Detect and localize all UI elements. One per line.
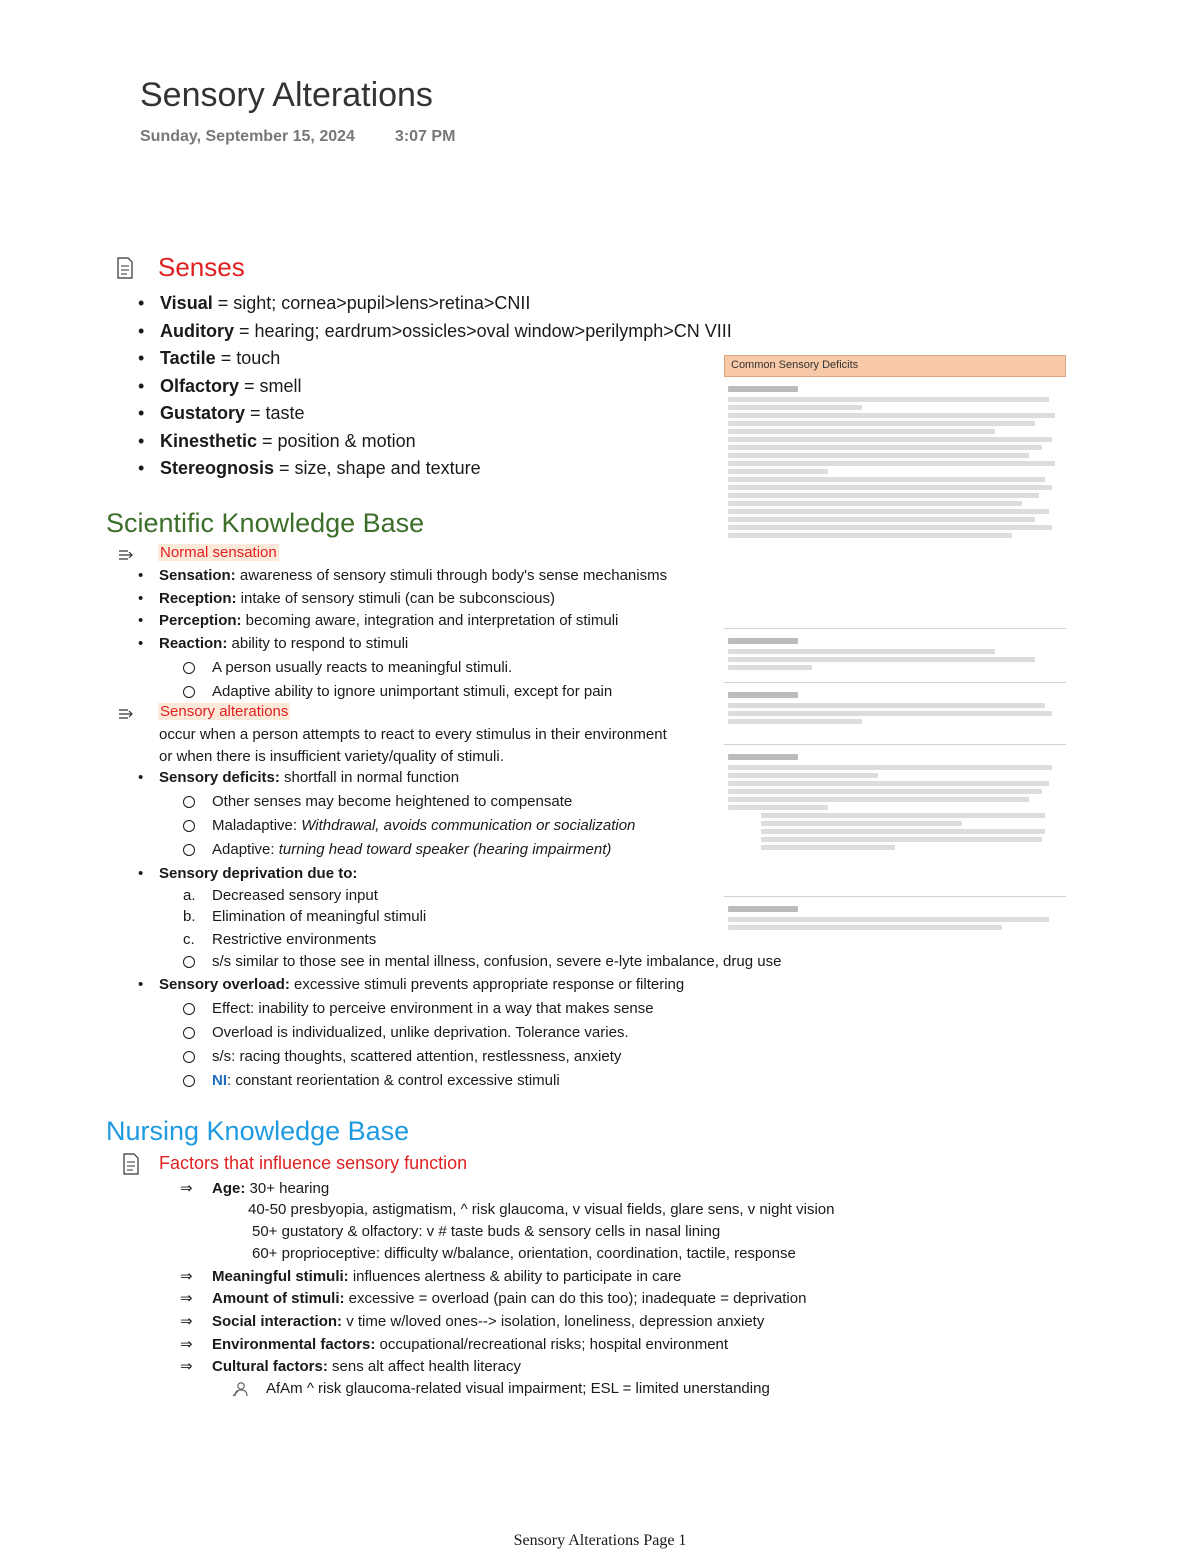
arrow-note-icon [118,548,134,562]
double-arrow-bullet: ⇒ [180,1313,193,1330]
list-item: Overload is individualized, unlike deprivation. Tolerance varies. [212,1024,629,1041]
list-item: Effect: inability to perceive environment in a way that makes sense [212,1000,654,1017]
list-item: • Stereognosis = size, shape and texture [138,455,732,483]
page-date: Sunday, September 15, 2024 [140,128,355,145]
list-item: Perception: becoming aware, integration and interpretation of stimuli [159,612,619,629]
circle-bullet [183,1027,195,1039]
page-footer: Sensory Alterations Page 1 [513,1532,687,1549]
page-time: 3:07 PM [394,128,456,145]
list-item: b. [183,908,196,925]
list-item: Reception: intake of sensory stimuli (can be subconscious) [159,590,555,607]
list-item: Elimination of meaningful stimuli [212,908,427,925]
sidebar-section [724,897,1066,937]
note-icon [122,1153,140,1175]
nursing-heading: Nursing Knowledge Base [106,1116,410,1146]
sidebar-section [724,629,1066,683]
circle-bullet [183,820,195,832]
note-icon [116,257,134,279]
list-item: • Kinesthetic = position & motion [138,428,732,456]
sidebar-section [724,377,1066,629]
list-item: NI: constant reorientation & control excessive stimuli [212,1072,560,1089]
factors-heading: Factors that influence sensory function [159,1153,468,1173]
list-item: Environmental factors: occupational/recreational risks; hospital environment [212,1336,729,1353]
sidebar-section [724,683,1066,745]
bullet: • [138,567,144,584]
sidebar-title: Common Sensory Deficits [724,355,1066,377]
circle-bullet [183,1003,195,1015]
alterations-desc: occur when a person attempts to react to every stimulus in their environment [159,726,667,743]
list-item: A person usually reacts to meaningful stimuli. [212,659,513,676]
bullet: • [138,590,144,607]
list-item: Restrictive environments [212,931,377,948]
person-icon [232,1381,248,1397]
bullet: • [138,865,144,882]
double-arrow-bullet: ⇒ [180,1336,193,1353]
list-item: Sensory overload: excessive stimuli prevents appropriate response or filtering [159,976,685,993]
list-item: Maladaptive: Withdrawal, avoids communication or socialization [212,817,636,834]
age-line: 40-50 presbyopia, astigmatism, ^ risk glaucoma, v visual fields, glare sens, v night vision [248,1201,835,1218]
scientific-heading: Scientific Knowledge Base [106,508,425,538]
list-item: Decreased sensory input [212,887,378,904]
age-line: 50+ gustatory & olfactory: v # taste buds & sensory cells in nasal lining [252,1223,721,1240]
list-item: s/s similar to those see in mental illness, confusion, severe e-lyte imbalance, drug use [212,953,782,970]
list-item: Reaction: ability to respond to stimuli [159,635,409,652]
list-item: Sensation: awareness of sensory stimuli through body's sense mechanisms [159,567,668,584]
circle-bullet [183,662,195,674]
list-item: • Visual = sight; cornea>pupil>lens>retina>CNII [138,290,732,318]
arrow-note-icon [118,707,134,721]
circle-bullet [183,956,195,968]
list-item: Other senses may become heightened to compensate [212,793,573,810]
list-item: Sensory deprivation due to: [159,865,358,882]
cultural-note: AfAm ^ risk glaucoma-related visual impairment; ESL = limited unerstanding [266,1380,770,1397]
circle-bullet [183,1051,195,1063]
senses-list [138,290,732,483]
list-item: • Olfactory = smell [138,373,732,401]
normal-sensation-label: Normal sensation [160,544,277,561]
list-item: Sensory deficits: shortfall in normal function [159,769,460,786]
page-date-time [140,128,455,146]
circle-bullet [183,1075,195,1087]
list-item: • Tactile = touch [138,345,732,373]
page-title: Sensory Alterations [140,76,433,114]
bullet: • [138,976,144,993]
alterations-desc: or when there is insufficient variety/quality of stimuli. [159,748,504,765]
list-item: Adaptive: turning head toward speaker (hearing impairment) [212,841,612,858]
list-item: c. [183,931,195,948]
double-arrow-bullet: ⇒ [180,1358,193,1375]
bullet: • [138,612,144,629]
list-item: a. [183,887,196,904]
double-arrow-bullet: ⇒ [180,1268,193,1285]
sensory-alterations-label: Sensory alterations [160,703,289,720]
list-item: Amount of stimuli: excessive = overload (pain can do this too); inadequate = deprivation [212,1290,807,1307]
list-item: s/s: racing thoughts, scattered attention, restlessness, anxiety [212,1048,622,1065]
list-item: Adaptive ability to ignore unimportant stimuli, except for pain [212,683,613,700]
list-item: Cultural factors: sens alt affect health literacy [212,1358,522,1375]
list-item: Social interaction: v time w/loved ones--> isolation, loneliness, depression anxiety [212,1313,765,1330]
sidebar-section [724,745,1066,897]
list-item: Meaningful stimuli: influences alertness & ability to participate in care [212,1268,682,1285]
list-item: • Auditory = hearing; eardrum>ossicles>oval window>perilymph>CN VIII [138,318,732,346]
circle-bullet [183,686,195,698]
age-line: 60+ proprioceptive: difficulty w/balance, orientation, coordination, tactile, response [252,1245,796,1262]
circle-bullet [183,844,195,856]
senses-heading: Senses [158,252,245,282]
list-item: • Gustatory = taste [138,400,732,428]
sensory-deficits-table-image [724,355,1066,917]
list-item: Age: 30+ hearing [212,1180,330,1197]
bullet: • [138,635,144,652]
circle-bullet [183,796,195,808]
double-arrow-bullet: ⇒ [180,1180,193,1197]
double-arrow-bullet: ⇒ [180,1290,193,1307]
bullet: • [138,769,144,786]
